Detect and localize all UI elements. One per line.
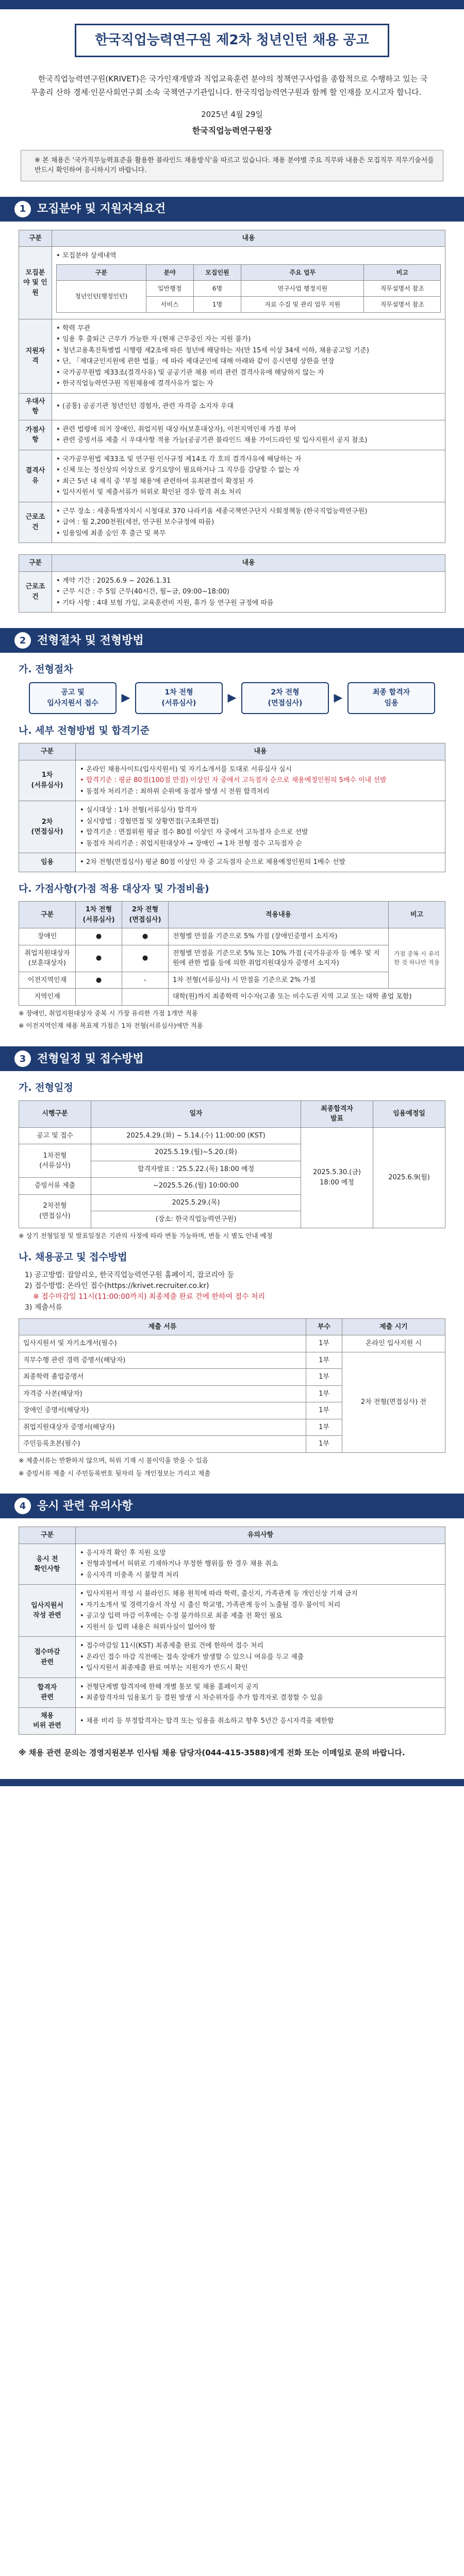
list-item: • 응시자격 미충족 시 불합격 처리: [80, 1570, 441, 1581]
table-row: [19, 1352, 445, 1369]
section-number: 1: [14, 201, 31, 217]
list-item: • 입사지원서 최종제출 완료 여부는 지원자가 반드시 확인: [80, 1663, 441, 1673]
col-header: 분야: [146, 264, 193, 280]
table-row: [19, 945, 445, 972]
table-row: [19, 319, 445, 393]
list-item: • 2차 전형(면접심사) 평균 80점 이상인 자 중 고득점자 순으로 채용예정인원의 1배수 선발: [80, 857, 441, 868]
list-item: • 실시방법 : 경험면접 및 상황면접(구조화면접): [80, 817, 441, 827]
subsection-title: 나. 세부 전형방법 및 합격기준: [19, 724, 150, 736]
table-cell: 온라인 입사지원 시: [342, 1335, 445, 1352]
section-number: 3: [14, 1050, 31, 1067]
list-item: • 전형과정에서 허위로 기재하거나 부정한 행위를 한 경우 채용 취소: [80, 1559, 441, 1569]
table-row: [19, 1335, 445, 1352]
row-label: 2차 (면접심사): [19, 801, 76, 853]
table-cell: [76, 989, 122, 1006]
table-cell: 가점 중복 시 유리한 것 하나만 적용: [389, 928, 445, 989]
notice-box: [21, 150, 443, 181]
list-item: • 모집분야 상세내역: [56, 251, 441, 261]
final-announce-date: 2025.5.30.(금) 18:00 예정: [301, 1127, 373, 1228]
table-row: [19, 571, 445, 613]
process-flow: [19, 682, 445, 714]
table-cell: 2차전형 (면접심사): [19, 1194, 91, 1228]
intro: [0, 63, 464, 142]
row-label: 접수마감 관련: [19, 1637, 76, 1678]
row-content: [52, 420, 445, 450]
col-header: 일자: [91, 1100, 301, 1127]
arrow-right-icon: ▶: [121, 691, 130, 705]
row-content: [76, 760, 445, 801]
footer-bar: [0, 1779, 464, 1786]
row-content: [52, 450, 445, 502]
arrow-right-icon: ▶: [227, 691, 237, 705]
table-row: [19, 1127, 445, 1144]
table-cell: 합격자발표 : '25.5.22.(목) 18:00 예정: [91, 1161, 301, 1178]
list-item: • 최근 5년 내 재직 중 '부정 채용'에 관련하여 유죄판결이 확정된 자: [56, 477, 441, 487]
row-content: [76, 801, 445, 853]
qualification-table: [19, 230, 445, 544]
table-row: [19, 420, 445, 450]
table-row: [19, 1677, 445, 1707]
announcement-date: 2025년 4월 29일: [201, 110, 263, 119]
flow-step: 2차 전형 (면접심사): [241, 682, 329, 714]
row-label: 지역인재: [19, 989, 76, 1006]
row-content: [76, 1677, 445, 1707]
method-table: [19, 743, 445, 872]
table-cell: [122, 989, 169, 1006]
receipt-info: [25, 1270, 439, 1313]
table-cell: 주민등록초본(필수): [19, 1436, 306, 1453]
receipt-item: 3) 제출서류: [25, 1303, 62, 1312]
row-label: 이전지역인재: [19, 972, 76, 989]
bonus-table: [19, 901, 445, 1006]
row-label: 입사지원서 작성 관련: [19, 1585, 76, 1637]
table-cell: 취업지원대상자 증명서(해당자): [19, 1419, 306, 1436]
col-header: 제출 시기: [342, 1318, 445, 1335]
table-row: [19, 1637, 445, 1678]
table-cell: 1차 전형(서류심사) 시 만점을 기준으로 2% 가점: [169, 972, 389, 989]
subsection-title: 가. 전형절차: [19, 664, 73, 675]
table-cell: 청년인턴(행정인턴): [57, 280, 146, 312]
list-item: • 온라인 접수 마감 직전에는 접속 장애가 발생할 수 있으니 여유를 두고 제출: [80, 1652, 441, 1663]
subsection-title: 가. 전형일정: [19, 1082, 73, 1094]
table-row: [19, 247, 445, 319]
list-item: • 국가공무원법 제33조(결격사유) 및 공공기관 채용 비리 관련 결격사유에 해당하지 않는 자: [56, 368, 441, 378]
receipt-item: 2) 접수방법: 온라인 접수(https://krivet.recruiter.co.kr): [25, 1281, 209, 1290]
table-row: [19, 928, 445, 945]
table-cell: 1차전형 (서류심사): [19, 1144, 91, 1178]
list-item: • 입사지원서 작성 시 블라인드 채용 원칙에 따라 학력, 출신지, 가족관계 등 개인신상 기재 금지: [80, 1589, 441, 1599]
table-cell: 1부: [306, 1402, 342, 1419]
section-3-banner: [0, 1046, 464, 1071]
table-cell: 증빙서류 제출: [19, 1178, 91, 1195]
row-label: 합격자 관련: [19, 1677, 76, 1707]
col-header: 적용내용: [169, 902, 389, 928]
list-item: • 기타 사항 : 4대 보험 가입, 교육훈련비 지원, 휴가 등 연구원 규정에 따름: [56, 598, 441, 608]
contact-info: ※ 채용 관련 문의는 경영지원본부 인사팀 채용 담당자(044-415-3588)에게 전화 또는 이메일로 문의 바랍니다.: [19, 1748, 405, 1757]
flow-step: 공고 및 입사지원서 접수: [29, 682, 117, 714]
table-cell: 직무수행 관련 경력 증명서(해당자): [19, 1352, 306, 1369]
table-cell: (장소: 한국직업능력연구원): [91, 1211, 301, 1228]
arrow-right-icon: ▶: [334, 691, 343, 705]
row-content: [52, 319, 445, 393]
table-cell: ●: [76, 972, 122, 989]
table-cell: ●: [122, 945, 169, 972]
table-row: [19, 972, 445, 989]
list-item: • 계약 기간 : 2025.6.9 ~ 2026.1.31: [56, 576, 441, 586]
row-content: [76, 1637, 445, 1678]
section-number: 4: [14, 1498, 31, 1514]
list-item: • 한국직업능력연구원 직원채용에 결격사유가 없는 자: [56, 379, 441, 389]
list-item: • 입사지원서 및 제출서류가 허위로 확인된 경우 합격 취소 처리: [56, 487, 441, 498]
col-header: 2차 전형 (면접심사): [122, 902, 169, 928]
row-label: 근로조건: [19, 502, 52, 543]
col-header: 내용: [52, 230, 445, 247]
table-row: [19, 853, 445, 872]
bonus-note: ※ 장애인, 취업지원대상자 중복 시 가장 유리한 가점 1개만 적용: [19, 1009, 198, 1017]
table-cell: 1명: [193, 296, 241, 312]
title-wrap: [0, 9, 464, 63]
bonus-note: ※ 이전지역인재 채용 목표제 가점은 1차 전형(서류심사)에만 적용: [19, 1022, 203, 1030]
table-cell: 연구사업 행정지원: [241, 280, 364, 296]
table-cell: 일반행정: [146, 280, 193, 296]
subsection-title: 다. 가점사항(가점 적용 대상자 및 가점비율): [19, 883, 209, 894]
schedule-note: ※ 상기 전형일정 및 발표일정은 기관의 사정에 따라 변동 가능하며, 변동 시 별도 안내 예정: [19, 1231, 273, 1240]
intro-text: 한국직업능력연구원(KRIVET)은 국가인재개발과 직업교육훈련 분야의 정책연구사업을 종합적으로 수행하고 있는 국무총리 산하 경제·인문사회연구회 소속 국책연구기관입니다. 한국직업능력연구원과 함께 할 인재를 모시고자 합니다.: [31, 74, 428, 97]
table-cell: 최종학력 졸업증명서: [19, 1369, 306, 1386]
col-header: 비고: [364, 264, 441, 280]
subsection-title: 나. 채용공고 및 접수방법: [19, 1251, 127, 1263]
table-cell: 전형별 만점을 기준으로 5% 또는 10% 가점 (국가유공자 등 예우 및 지원에 관한 법률 등에 의한 취업지원대상자 증명서 소지자): [169, 945, 389, 972]
col-header: 구분: [19, 230, 52, 247]
section-title: 전형절차 및 전형방법: [37, 634, 144, 647]
list-item: • 지원서 등 입력 내용은 허위사실이 없어야 함: [80, 1622, 441, 1633]
page-title: 한국직업능력연구원 제2차 청년인턴 채용 공고: [75, 24, 389, 57]
row-label: 근로조건: [19, 571, 52, 613]
list-item: • 근무 시간 : 주 5일 근무(40시간, 월~금, 09:00~18:00): [56, 587, 441, 597]
table-row: [19, 760, 445, 801]
table-cell: 입사지원서 및 자기소개서(필수): [19, 1335, 306, 1352]
table-cell: 장애인 증명서(해당자): [19, 1402, 306, 1419]
table-cell: 6명: [193, 280, 241, 296]
position-table: [56, 264, 441, 313]
schedule-table: [19, 1100, 445, 1228]
row-content: [52, 393, 445, 420]
col-header: 제출 서류: [19, 1318, 306, 1335]
list-item: • 합격기준 : 면접위원 평균 점수 80점 이상인 자 중에서 고득점자 순으로 선발: [80, 827, 441, 838]
list-item: • 관련 법령에 의거 장애인, 취업지원 대상자(보훈대상자), 이전지역인재 가점 부여: [56, 425, 441, 435]
list-item: • 전형단계별 합격자에 한해 개별 통보 및 채용 홈페이지 공지: [80, 1682, 441, 1692]
col-header: 유의사항: [76, 1527, 445, 1544]
row-content: [52, 571, 445, 613]
section-title: 응시 관련 유의사항: [37, 1499, 133, 1513]
row-content: [76, 853, 445, 872]
table-row: [19, 1707, 445, 1734]
table-cell: 1부: [306, 1385, 342, 1402]
col-header: 구분: [57, 264, 146, 280]
table-cell: ●: [76, 928, 122, 945]
list-item: • 자기소개서 및 경력기술서 작성 시 출신 학교명, 가족관계 등이 노출될 경우 불이익 처리: [80, 1600, 441, 1611]
table-cell: ~2025.5.26.(월) 10:00:00: [91, 1178, 301, 1195]
section-1-banner: [0, 197, 464, 222]
table-cell: 2차 전형(면접심사) 전: [342, 1352, 445, 1452]
list-item: • 공고상 입력 마감 이후에는 수정 불가하므로 최종 제출 전 확인 필요: [80, 1611, 441, 1621]
table-cell: 서비스: [146, 296, 193, 312]
work-term-table: [19, 554, 445, 613]
list-item: • 임용일에 최종 승인 후 출근 및 복무: [56, 529, 441, 539]
list-item: • 임용 후 출퇴근 근무가 가능한 자 (현재 근무중인 자는 지원 불가): [56, 334, 441, 345]
section-title: 모집분야 및 지원자격요건: [37, 202, 166, 216]
col-header: 구분: [19, 743, 76, 760]
table-cell: 1부: [306, 1352, 342, 1369]
receipt-item: 1) 공고방법: 잡알리오, 한국직업능력연구원 홈페이지, 잡코리아 등: [25, 1270, 235, 1279]
header-bar: [0, 0, 464, 9]
list-item: • 청년고용촉진특별법 시행령 제2조에 따른 청년에 해당하는 자(만 15세 이상 34세 이하, 채용공고일 기준): [56, 346, 441, 356]
list-item: • 온라인 채용사이트(입사지원서) 및 자기소개서를 토대로 서류심사 실시: [80, 765, 441, 775]
row-label: 가점사항: [19, 420, 52, 450]
col-header: 최종합격자 발표: [301, 1100, 373, 1127]
col-header: 구분: [19, 902, 76, 928]
table-cell: 전형별 만점을 기준으로 5% 가점 (장애인증명서 소지자): [169, 928, 389, 945]
col-header: 모집인원: [193, 264, 241, 280]
document-note: ※ 증빙서류 제출 시 주민등록번호 뒷자리 등 개인정보는 가리고 제출: [19, 1469, 211, 1477]
row-label: 응시 전 확인사항: [19, 1544, 76, 1585]
table-cell: 직무설명서 참조: [364, 296, 441, 312]
table-row: [19, 989, 445, 1006]
list-item: • 근무 장소 : 세종특별자치시 시청대로 370 나라키움 세종국책연구단지 사회정책동 (한국직업능력연구원): [56, 506, 441, 517]
table-cell: 2025.5.29.(목): [91, 1194, 301, 1211]
flow-step: 1차 전형 (서류심사): [135, 682, 223, 714]
list-item: • 학력 무관: [56, 324, 441, 334]
table-row: [19, 1585, 445, 1637]
section-2-banner: [0, 628, 464, 653]
list-item: • 관련 증빙서류 제출 시 우대사항 적용 가능(공공기관 블라인드 채용 가이드라인 및 입사지원서 공지 참조): [56, 435, 441, 446]
table-cell: -: [122, 972, 169, 989]
col-header: 시행구분: [19, 1100, 91, 1127]
table-cell: 공고 및 접수: [19, 1127, 91, 1144]
table-cell: 2025.4.29.(화) ~ 5.14.(수) 11:00:00 (KST): [91, 1127, 301, 1144]
section-4-banner: [0, 1494, 464, 1518]
list-item: • (공통) 공공기관 청년인턴 경험자, 관련 자격증 소지자 우대: [56, 401, 441, 412]
table-cell: 1부: [306, 1436, 342, 1453]
table-cell: ●: [122, 928, 169, 945]
start-date: 2025.6.9(월): [373, 1127, 445, 1228]
row-label: 임용: [19, 853, 76, 872]
row-label: 지원자격: [19, 319, 52, 393]
row-label: 채용 비위 관련: [19, 1707, 76, 1734]
row-content: [76, 1544, 445, 1585]
receipt-item: ※ 접수마감일 11시(11:00:00까지) 최종제출 완료 건에 한하여 접수 처리: [33, 1292, 265, 1301]
section-title: 전형일정 및 접수방법: [37, 1052, 144, 1065]
col-header: 내용: [52, 555, 445, 572]
col-header: 부수: [306, 1318, 342, 1335]
caution-table: [19, 1527, 445, 1735]
table-row: [19, 1544, 445, 1585]
list-item: • 신체 또는 정신상의 이상으로 장기요양이 필요하거나 그 직무를 감당할 수 없는 자: [56, 465, 441, 476]
list-item: • 급여 : 월 2,200천원(세전, 연구원 보수규정에 따름): [56, 517, 441, 528]
table-cell: 1부: [306, 1369, 342, 1386]
list-item: • 접수마감일 11시(KST) 최종제출 완료 건에 한하여 접수 처리: [80, 1641, 441, 1651]
row-content: [76, 1585, 445, 1637]
list-item: • 최종합격자의 임용포기 등 결원 발생 시 차순위자를 추가 합격자로 결정할 수 있음: [80, 1693, 441, 1703]
list-item: • 국가공무원법 제33조 및 연구원 인사규정 제14조 각 호의 결격사유에 해당하는 자: [56, 454, 441, 465]
table-row: [19, 801, 445, 853]
row-label: 결격사유: [19, 450, 52, 502]
list-item: • 응시자격 확인 후 지원 요망: [80, 1548, 441, 1558]
col-header: 구분: [19, 1527, 76, 1544]
list-item: • 단, 「제대군인지원에 관한 법률」에 따라 제대군인에 대해 아래와 같이 응시연령 상한을 연장: [56, 357, 441, 367]
row-label: 취업지원대상자 (보훈대상자): [19, 945, 76, 972]
flow-step: 최종 합격자 임용: [347, 682, 435, 714]
documents-table: [19, 1318, 445, 1453]
table-cell: 자료 수집 및 관리 업무 지원: [241, 296, 364, 312]
table-row: [19, 502, 445, 543]
table-cell: 대학(원)까지 최종학력 이수자(고졸 또는 비수도권 지역 고교 또는 대학 졸업 포함): [169, 989, 445, 1006]
row-label: 우대사항: [19, 393, 52, 420]
row-label: 1차 (서류심사): [19, 760, 76, 801]
table-row: [19, 450, 445, 502]
list-item: • 실시대상 : 1차 전형(서류심사) 합격자: [80, 805, 441, 816]
row-label: 모집분야 및 인원: [19, 247, 52, 319]
notice-item: ※ 본 채용은 '국가직무능력표준을 활용한 블라인드 채용방식'을 따르고 있습니다. 채용 분야별 주요 직무와 내용은 모집직무 직무기술서를 반드시 확인하여 응시하시기 바랍니다.: [35, 156, 434, 175]
col-header: 주요 업무: [241, 264, 364, 280]
row-content: [52, 502, 445, 543]
col-header: 1차 전형 (서류심사): [76, 902, 122, 928]
table-cell: 1부: [306, 1419, 342, 1436]
document-note: ※ 제출서류는 반환하지 않으며, 허위 기재 시 불이익을 받을 수 있음: [19, 1456, 209, 1464]
list-item: • 동점자 처리기준 : 최하위 순위에 동점자 발생 시 전원 합격처리: [80, 787, 441, 797]
list-item: • 동점자 처리기준 : 취업지원대상자 → 장애인 → 1차 전형 점수 고득점자 순: [80, 839, 441, 849]
col-header: 내용: [76, 743, 445, 760]
table-cell: 1부: [306, 1335, 342, 1352]
section-number: 2: [14, 632, 31, 649]
table-row: [19, 393, 445, 420]
list-item: • 채용 비리 등 부정합격자는 합격 또는 임용을 취소하고 향후 5년간 응시자격을 제한함: [80, 1716, 441, 1726]
col-header: 구분: [19, 555, 52, 572]
table-cell: 직무설명서 참조: [364, 280, 441, 296]
organization-name: 한국직업능력연구원장: [192, 125, 272, 135]
col-header: 비고: [389, 902, 445, 928]
row-label: 장애인: [19, 928, 76, 945]
table-cell: 자격증 사본(해당자): [19, 1385, 306, 1402]
table-cell: ●: [76, 945, 122, 972]
col-header: 임용예정일: [373, 1100, 445, 1127]
row-content: [52, 247, 445, 319]
table-cell: 2025.5.19.(월)~5.20.(화): [91, 1144, 301, 1161]
row-content: [76, 1707, 445, 1734]
list-item: • 합격기준 : 평균 80점(100점 만점) 이상인 자 중에서 고득점자 순으로 채용예정인원의 5배수 이내 선발: [80, 775, 441, 786]
